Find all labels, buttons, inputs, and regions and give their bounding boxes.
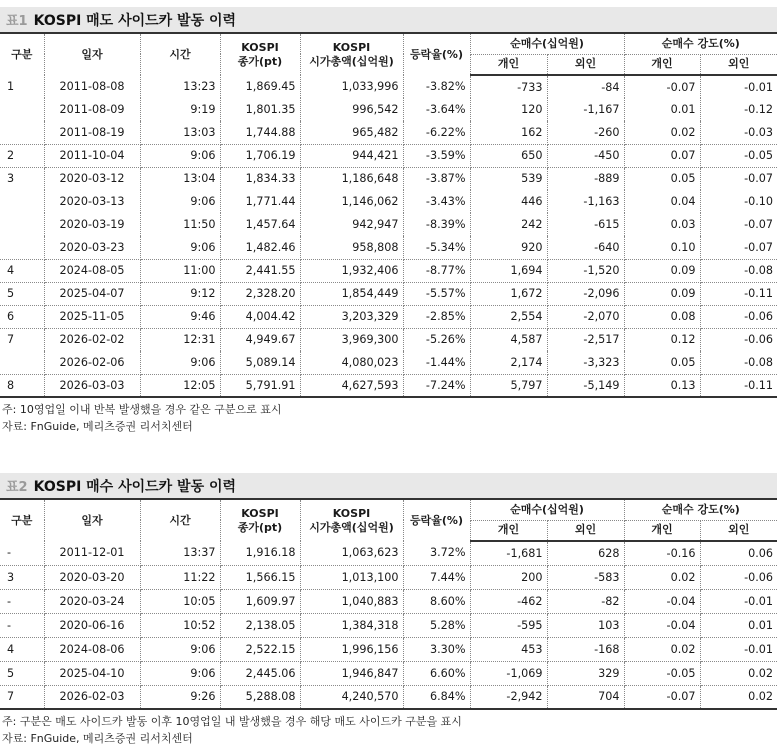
cell-int-foreign: -0.07: [700, 236, 777, 259]
cell-group: -: [0, 589, 44, 613]
table-row: [0, 637, 777, 661]
cell-net-foreign: -615: [547, 213, 624, 236]
cell-time: 9:06: [140, 144, 220, 167]
cell-date: 2011-08-08: [44, 75, 140, 98]
cell-close: 1,801.35: [220, 98, 300, 121]
cell-time: 11:50: [140, 213, 220, 236]
cell-group: [0, 190, 44, 213]
cell-change: -3.82%: [403, 75, 470, 98]
cell-mcap: 1,946,847: [300, 661, 403, 685]
cell-mcap: 1,996,156: [300, 637, 403, 661]
header-mcap-line1: KOSPI: [332, 506, 371, 520]
cell-int-foreign: -0.08: [700, 259, 777, 282]
cell-date: 2020-03-20: [44, 565, 140, 589]
header-group: 구분: [0, 33, 44, 75]
cell-int-foreign: 0.01: [700, 613, 777, 637]
cell-group: 6: [0, 305, 44, 328]
table1-source: 자료: FnGuide, 메리츠증권 리서치센터: [2, 420, 193, 433]
cell-close: 1,771.44: [220, 190, 300, 213]
cell-close: 1,744.88: [220, 121, 300, 144]
table1-title: KOSPI 매도 사이드카 발동 이력: [33, 12, 237, 29]
cell-close: 5,791.91: [220, 374, 300, 397]
cell-time: 9:06: [140, 661, 220, 685]
table1: [0, 32, 777, 398]
cell-close: 1,566.15: [220, 565, 300, 589]
cell-change: -3.43%: [403, 190, 470, 213]
cell-close: 5,288.08: [220, 685, 300, 709]
cell-net-foreign: -1,167: [547, 98, 624, 121]
cell-group: 4: [0, 259, 44, 282]
cell-mcap: 1,013,100: [300, 565, 403, 589]
cell-date: 2026-02-02: [44, 328, 140, 351]
cell-net-retail: 4,587: [470, 328, 547, 351]
cell-mcap: 1,146,062: [300, 190, 403, 213]
cell-close: 1,482.46: [220, 236, 300, 259]
cell-net-foreign: -82: [547, 589, 624, 613]
cell-group: 4: [0, 637, 44, 661]
cell-net-foreign: -84: [547, 75, 624, 98]
header-date: 일자: [44, 33, 140, 75]
header-change: 등락율(%): [403, 33, 470, 75]
cell-close: 2,445.06: [220, 661, 300, 685]
cell-mcap: 1,186,648: [300, 167, 403, 190]
cell-mcap: 1,384,318: [300, 613, 403, 637]
cell-mcap: 965,482: [300, 121, 403, 144]
header-close: [220, 499, 300, 541]
table-row: [0, 685, 777, 709]
cell-time: 10:05: [140, 589, 220, 613]
cell-group: 5: [0, 282, 44, 305]
cell-mcap: 944,421: [300, 144, 403, 167]
cell-net-retail: 2,174: [470, 351, 547, 374]
header-int-foreign: 외인: [700, 54, 777, 75]
cell-mcap: 1,063,623: [300, 541, 403, 565]
cell-time: 9:19: [140, 98, 220, 121]
table-row: [0, 190, 777, 213]
table1-tag: 표1: [6, 14, 28, 29]
cell-net-retail: 5,797: [470, 374, 547, 397]
cell-net-retail: 242: [470, 213, 547, 236]
cell-net-foreign: -2,517: [547, 328, 624, 351]
cell-group: 1: [0, 75, 44, 98]
cell-change: 8.60%: [403, 589, 470, 613]
cell-int-retail: -0.05: [624, 661, 700, 685]
table-row: [0, 374, 777, 397]
header-net-foreign: 외인: [547, 54, 624, 75]
cell-int-foreign: -0.03: [700, 121, 777, 144]
cell-net-retail: 446: [470, 190, 547, 213]
cell-change: -8.39%: [403, 213, 470, 236]
header-intensity: 순매수 강도(%): [624, 499, 777, 520]
cell-int-retail: 0.13: [624, 374, 700, 397]
table-row: [0, 167, 777, 190]
cell-net-retail: -2,942: [470, 685, 547, 709]
table-row: [0, 541, 777, 565]
table-row: [0, 613, 777, 637]
cell-date: 2024-08-06: [44, 637, 140, 661]
cell-mcap: 958,808: [300, 236, 403, 259]
header-intensity: 순매수 강도(%): [624, 33, 777, 54]
cell-date: 2011-10-04: [44, 144, 140, 167]
cell-date: 2025-04-07: [44, 282, 140, 305]
cell-int-retail: 0.02: [624, 565, 700, 589]
cell-net-retail: 920: [470, 236, 547, 259]
table1-section: [0, 7, 777, 435]
cell-int-retail: 0.05: [624, 167, 700, 190]
cell-net-retail: 120: [470, 98, 547, 121]
cell-int-foreign: 0.06: [700, 541, 777, 565]
table1-title-bar: [0, 7, 777, 32]
cell-change: -5.57%: [403, 282, 470, 305]
cell-int-foreign: -0.06: [744, 333, 774, 347]
cell-net-foreign: 329: [547, 661, 624, 685]
header-date: 일자: [44, 499, 140, 541]
cell-time: 9:06: [140, 236, 220, 259]
cell-time: 12:31: [140, 328, 220, 351]
cell-int-retail: -0.07: [624, 75, 700, 98]
cell-int-foreign: -0.01: [700, 589, 777, 613]
cell-date: 2026-02-03: [44, 685, 140, 709]
cell-net-retail: -733: [470, 75, 547, 98]
header-time: 시간: [140, 33, 220, 75]
cell-net-foreign: -5,149: [547, 374, 624, 397]
cell-time: 9:46: [140, 305, 220, 328]
cell-date: 2020-03-13: [44, 190, 140, 213]
table-row: [0, 259, 777, 282]
cell-change: -2.85%: [403, 305, 470, 328]
cell-int-retail: 0.10: [624, 236, 700, 259]
table2-tag: 표2: [6, 480, 28, 495]
cell-change: -1.44%: [403, 351, 470, 374]
cell-net-foreign: -640: [547, 236, 624, 259]
cell-change: 6.60%: [403, 661, 470, 685]
header-group: 구분: [0, 499, 44, 541]
header-mcap-line1: KOSPI: [332, 40, 371, 54]
header-time: 시간: [140, 499, 220, 541]
cell-int-retail: 0.04: [624, 190, 700, 213]
cell-int-foreign: -0.11: [700, 374, 777, 397]
cell-net-retail: -462: [470, 589, 547, 613]
cell-int-retail: 0.12: [624, 328, 700, 351]
cell-net-foreign: -2,096: [547, 282, 624, 305]
cell-date: 2020-03-12: [44, 167, 140, 190]
header-close-line1: KOSPI: [241, 506, 279, 520]
cell-net-retail: 162: [470, 121, 547, 144]
cell-mcap: 1,932,406: [300, 259, 403, 282]
header-int-foreign: 외인: [700, 520, 777, 541]
cell-int-retail: 0.02: [624, 121, 700, 144]
cell-change: 5.28%: [403, 613, 470, 637]
header-net-retail: 개인: [470, 54, 547, 75]
cell-change: -8.77%: [403, 259, 470, 282]
cell-mcap: 1,033,996: [300, 75, 403, 98]
cell-net-retail: 1,672: [470, 282, 547, 305]
cell-group: 7: [0, 685, 44, 709]
cell-int-retail: 0.02: [624, 637, 700, 661]
cell-close: 1,609.97: [220, 589, 300, 613]
cell-close: 4,004.42: [220, 305, 300, 328]
cell-close: 5,089.14: [220, 351, 300, 374]
cell-time: 13:04: [140, 167, 220, 190]
header-net-buy: 순매수(십억원): [470, 499, 624, 520]
table2-section: [0, 473, 777, 747]
cell-time: 9:26: [140, 685, 220, 709]
cell-close: 2,138.05: [220, 613, 300, 637]
cell-close: 4,949.67: [220, 328, 300, 351]
cell-close: 1,457.64: [220, 213, 300, 236]
table2: [0, 498, 777, 710]
cell-close: 1,869.45: [220, 75, 300, 98]
cell-net-foreign: -450: [547, 144, 624, 167]
cell-change: 6.84%: [403, 685, 470, 709]
cell-int-retail: 0.08: [624, 305, 700, 328]
table1-body: [0, 75, 777, 397]
header-mcap-line2: 시가총액(십억원): [309, 520, 394, 534]
header-close-line1: KOSPI: [241, 40, 279, 54]
cell-change: -5.34%: [403, 236, 470, 259]
header-int-retail: 개인: [624, 54, 700, 75]
cell-date: 2011-12-01: [44, 541, 140, 565]
table-row: [0, 565, 777, 589]
cell-net-foreign: -1,520: [547, 259, 624, 282]
table-row: [0, 144, 777, 167]
cell-int-retail: 0.09: [624, 282, 700, 305]
cell-group: -: [0, 613, 44, 637]
cell-net-foreign: -3,323: [547, 351, 624, 374]
cell-int-retail: 0.07: [624, 144, 700, 167]
cell-int-retail: 0.01: [624, 98, 700, 121]
cell-date: 2026-02-06: [44, 351, 140, 374]
cell-int-foreign: -0.01: [744, 80, 774, 94]
cell-net-foreign: -1,163: [547, 190, 624, 213]
cell-net-retail: -1,069: [470, 661, 547, 685]
cell-time: 13:23: [140, 75, 220, 98]
cell-change: 3.72%: [403, 541, 470, 565]
table1-footnote: 주: 10영업일 이내 반복 발생했을 경우 같은 구분으로 표시: [2, 403, 282, 416]
cell-group: [0, 213, 44, 236]
header-mcap: [300, 499, 403, 541]
cell-net-foreign: -583: [547, 565, 624, 589]
cell-int-foreign: -0.10: [744, 195, 774, 208]
cell-mcap: 1,040,883: [300, 589, 403, 613]
cell-group: 3: [0, 167, 44, 190]
cell-int-foreign: -0.01: [700, 637, 777, 661]
cell-net-retail: 1,694: [470, 259, 547, 282]
cell-net-retail: -595: [470, 613, 547, 637]
cell-close: 2,328.20: [220, 282, 300, 305]
cell-int-retail: -0.16: [624, 541, 700, 565]
header-close-line2: 종가(pt): [237, 54, 283, 68]
cell-time: 13:03: [140, 121, 220, 144]
cell-date: 2024-08-05: [44, 259, 140, 282]
cell-date: 2026-03-03: [44, 374, 140, 397]
cell-change: -6.22%: [403, 121, 470, 144]
cell-net-foreign: -168: [547, 637, 624, 661]
cell-int-retail: 0.03: [624, 213, 700, 236]
cell-group: [0, 236, 44, 259]
cell-mcap: 942,947: [300, 213, 403, 236]
table-row: [0, 236, 777, 259]
cell-int-foreign: 0.02: [700, 661, 777, 685]
header-close-line2: 종가(pt): [237, 520, 283, 534]
cell-mcap: 1,854,449: [300, 282, 403, 305]
header-mcap: [300, 33, 403, 75]
table-row: [0, 328, 777, 351]
table-row: [0, 213, 777, 236]
header-close: [220, 33, 300, 75]
table2-title-bar: [0, 473, 777, 498]
cell-change: -3.64%: [403, 98, 470, 121]
table2-footnote: 주: 구분은 매도 사이드카 발동 이후 10영업일 내 발생했을 경우 해당 매도 사이드카 구분을 표시: [2, 715, 462, 728]
cell-date: 2020-03-23: [44, 236, 140, 259]
header-mcap-line2: 시가총액(십억원): [309, 54, 394, 68]
cell-date: 2025-11-05: [44, 305, 140, 328]
cell-net-retail: 200: [470, 565, 547, 589]
cell-close: 2,441.55: [220, 259, 300, 282]
cell-net-retail: 650: [470, 144, 547, 167]
table-row: [0, 305, 777, 328]
cell-net-foreign: -260: [547, 121, 624, 144]
cell-time: 11:22: [140, 565, 220, 589]
cell-date: 2011-08-09: [44, 98, 140, 121]
cell-net-foreign: 103: [547, 613, 624, 637]
cell-time: 9:06: [140, 637, 220, 661]
cell-time: 13:37: [140, 541, 220, 565]
cell-int-retail: 0.09: [624, 259, 700, 282]
cell-mcap: 996,542: [300, 98, 403, 121]
cell-time: 9:12: [140, 282, 220, 305]
cell-time: 11:00: [140, 259, 220, 282]
cell-int-foreign: -0.05: [700, 144, 777, 167]
header-net-foreign: 외인: [547, 520, 624, 541]
cell-net-retail: -1,681: [470, 541, 547, 565]
cell-net-foreign: -889: [547, 167, 624, 190]
cell-int-foreign: -0.07: [744, 172, 774, 186]
cell-date: 2020-03-19: [44, 213, 140, 236]
cell-date: 2020-03-24: [44, 589, 140, 613]
cell-net-foreign: -2,070: [547, 305, 624, 328]
cell-group: 8: [0, 374, 44, 397]
cell-change: -5.26%: [403, 328, 470, 351]
cell-group: [0, 351, 44, 374]
table-row: [0, 661, 777, 685]
cell-change: 3.30%: [403, 637, 470, 661]
cell-mcap: 4,240,570: [300, 685, 403, 709]
cell-int-foreign: -0.06: [700, 305, 777, 328]
cell-close: 1,916.18: [220, 541, 300, 565]
cell-change: -7.24%: [403, 374, 470, 397]
cell-close: 1,706.19: [220, 144, 300, 167]
header-net-retail: 개인: [470, 520, 547, 541]
cell-time: 10:52: [140, 613, 220, 637]
cell-time: 9:06: [140, 351, 220, 374]
cell-date: 2025-04-10: [44, 661, 140, 685]
cell-group: [0, 98, 44, 121]
header-int-retail: 개인: [624, 520, 700, 541]
cell-int-foreign: -0.11: [700, 282, 777, 305]
table2-source: 자료: FnGuide, 메리츠증권 리서치센터: [2, 732, 193, 745]
cell-int-retail: -0.04: [624, 613, 700, 637]
cell-time: 9:06: [140, 190, 220, 213]
cell-int-foreign: -0.06: [700, 565, 777, 589]
cell-net-retail: 2,554: [470, 305, 547, 328]
cell-group: 3: [0, 565, 44, 589]
cell-int-foreign: -0.12: [744, 103, 774, 116]
cell-mcap: 3,203,329: [300, 305, 403, 328]
cell-group: 2: [0, 144, 44, 167]
table-row: [0, 589, 777, 613]
table-row: [0, 351, 777, 374]
cell-int-foreign: -0.08: [700, 351, 777, 374]
cell-group: [0, 121, 44, 144]
table2-title: KOSPI 매수 사이드카 발동 이력: [33, 478, 237, 495]
table2-body: [0, 541, 777, 709]
cell-group: 5: [0, 661, 44, 685]
cell-change: -3.59%: [403, 144, 470, 167]
cell-net-foreign: 628: [547, 541, 624, 565]
table-row: [0, 121, 777, 144]
cell-int-foreign: 0.02: [700, 685, 777, 709]
cell-mcap: 3,969,300: [300, 328, 403, 351]
table-row: [0, 282, 777, 305]
cell-mcap: 4,080,023: [300, 351, 403, 374]
cell-int-retail: 0.05: [624, 351, 700, 374]
cell-close: 2,522.15: [220, 637, 300, 661]
cell-date: 2020-06-16: [44, 613, 140, 637]
cell-change: -3.87%: [403, 167, 470, 190]
cell-net-retail: 539: [470, 167, 547, 190]
cell-net-retail: 453: [470, 637, 547, 661]
cell-change: 7.44%: [403, 565, 470, 589]
table-row: [0, 75, 777, 98]
cell-int-retail: -0.07: [624, 685, 700, 709]
cell-date: 2011-08-19: [44, 121, 140, 144]
cell-group: -: [0, 541, 44, 565]
cell-time: 12:05: [140, 374, 220, 397]
cell-mcap: 4,627,593: [300, 374, 403, 397]
header-net-buy: 순매수(십억원): [470, 33, 624, 54]
cell-int-retail: -0.04: [624, 589, 700, 613]
table-row: [0, 98, 777, 121]
cell-int-foreign: -0.07: [744, 218, 774, 231]
header-change: 등락율(%): [403, 499, 470, 541]
cell-net-foreign: 704: [547, 685, 624, 709]
cell-close: 1,834.33: [220, 167, 300, 190]
cell-group: 7: [0, 328, 44, 351]
